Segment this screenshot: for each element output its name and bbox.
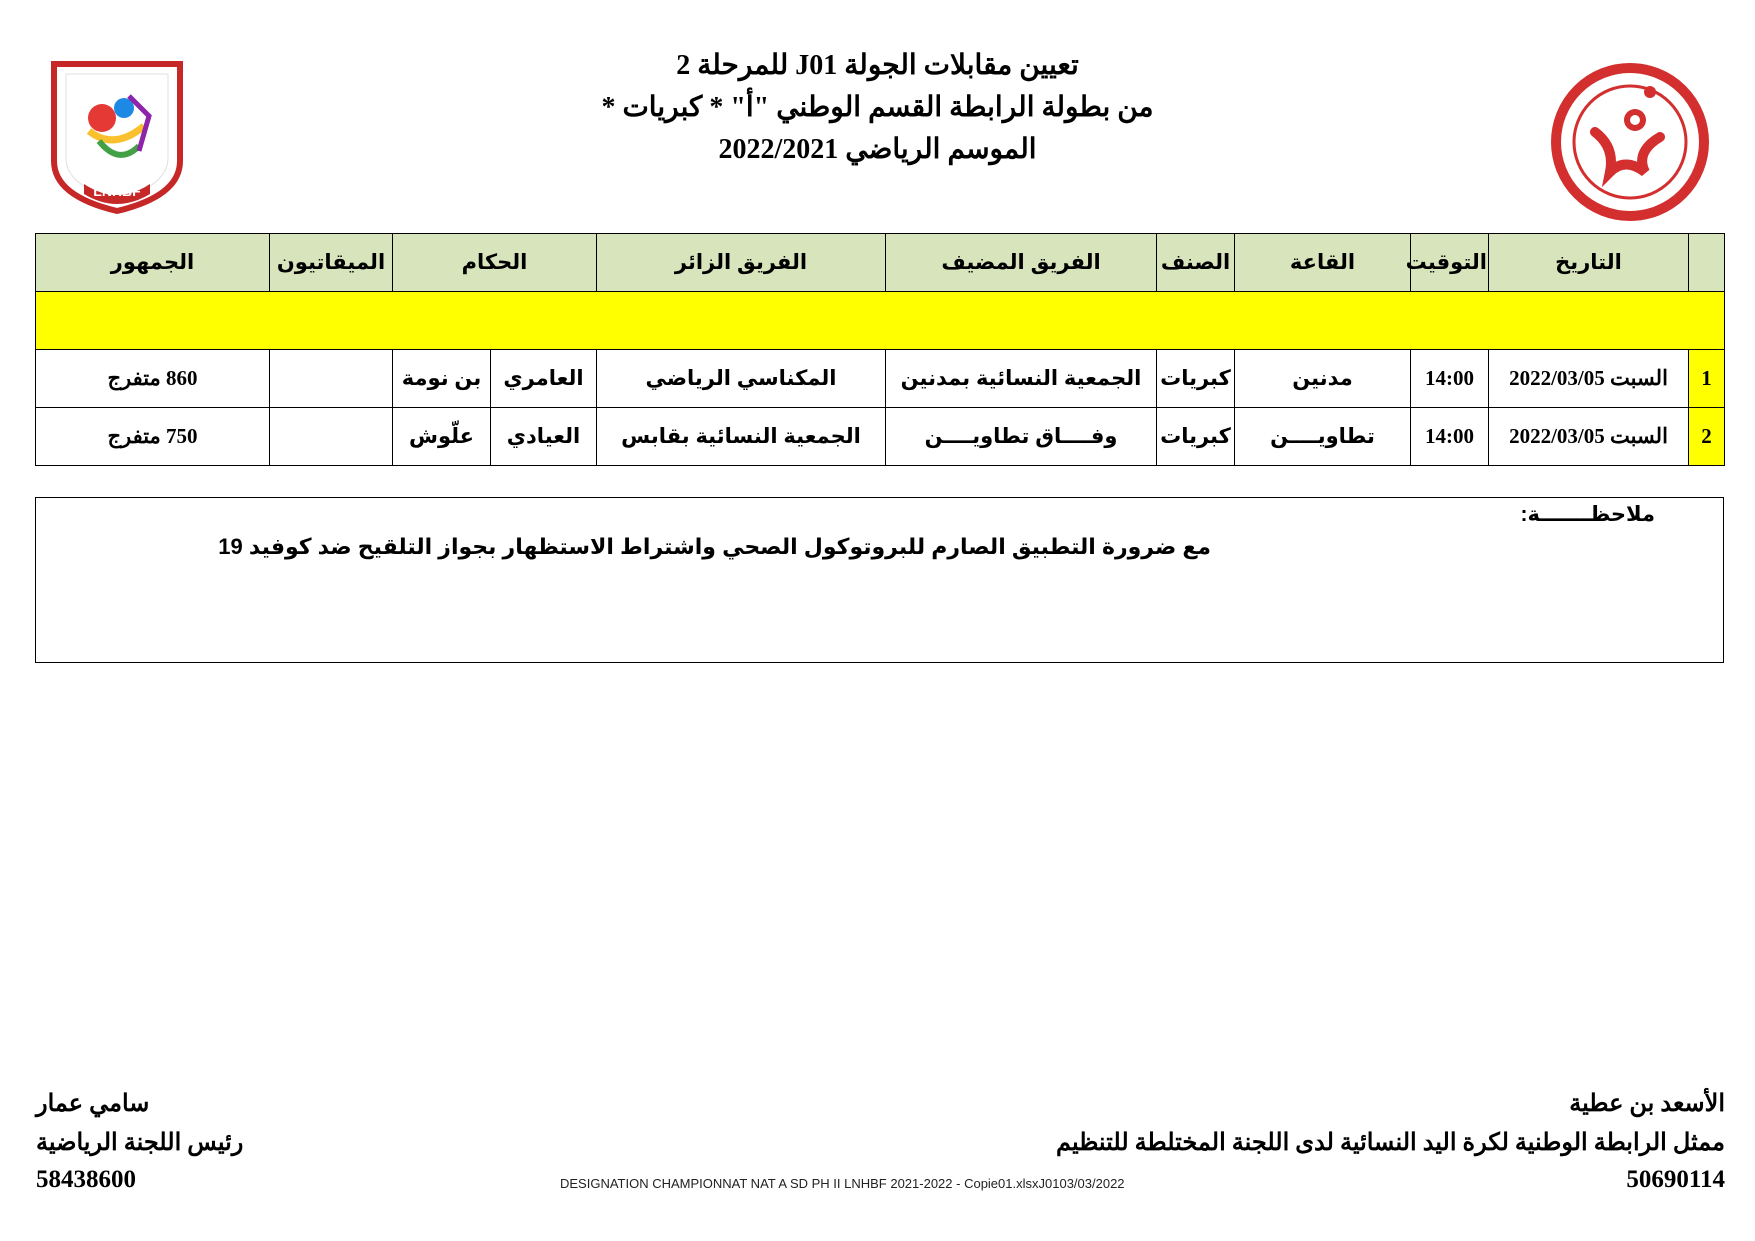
header-crowd: الجمهور	[36, 234, 270, 292]
signatory-right-phone: 50690114	[1626, 1166, 1725, 1193]
row-category: كبريات	[1157, 408, 1235, 466]
row-hall: مدنين	[1235, 350, 1411, 408]
row-away: الجمعية النسائية بقابس	[597, 408, 886, 466]
signatory-left-role: رئيس اللجنة الرياضية	[36, 1130, 244, 1156]
header-time: التوقيت	[1411, 234, 1489, 292]
header-away: الفريق الزائر	[597, 234, 886, 292]
header-home: الفريق المضيف	[886, 234, 1157, 292]
row-away: المكناسي الرياضي	[597, 350, 886, 408]
note-box	[35, 497, 1724, 663]
row-date: السبت 2022/03/05	[1489, 408, 1689, 466]
header-category: الصنف	[1157, 234, 1235, 292]
signatory-left-name: سامي عمار	[36, 1091, 150, 1117]
row-home: الجمعية النسائية بمدنين	[886, 350, 1157, 408]
row-date: السبت 2022/03/05	[1489, 350, 1689, 408]
signatory-right-name: الأسعد بن عطية	[1569, 1091, 1725, 1117]
row-referee-1: العيادي	[491, 408, 597, 466]
row-time: 14:00	[1411, 350, 1489, 408]
footer-filename: DESIGNATION CHAMPIONNAT NAT A SD PH II LNHBF 2021-2022 - Copie01.xlsxJ0103/03/2022	[560, 1176, 1125, 1191]
lnhbf-logo	[44, 56, 190, 214]
row-num: 2	[1689, 408, 1725, 466]
table-row	[36, 408, 1725, 466]
row-home: وفــــاق تطاويــــن	[886, 408, 1157, 466]
highlight-spacer-row	[36, 292, 1725, 350]
table-row	[36, 350, 1725, 408]
signatory-right-role: ممثل الرابطة الوطنية لكرة اليد النسائية لدى اللجنة المختلطة للتنظيم	[1056, 1130, 1725, 1156]
row-category: كبريات	[1157, 350, 1235, 408]
lnhbf-logo-text: LNHBF	[93, 183, 141, 199]
row-referee-2: علّوش	[393, 408, 491, 466]
note-label: ملاحظـــــــة:	[1520, 503, 1655, 526]
row-referee-1: العامري	[491, 350, 597, 408]
row-time: 14:00	[1411, 408, 1489, 466]
table-header-row	[36, 234, 1725, 292]
title-line-2: من بطولة الرابطة القسم الوطني "أ" * كبريات *	[601, 92, 1154, 123]
header-num	[1689, 234, 1725, 292]
row-crowd: 860 متفرج	[36, 350, 270, 408]
schedule-table	[35, 233, 1725, 466]
fthb-logo	[1540, 62, 1720, 222]
title-season: الموسم الرياضي 2022/2021	[718, 134, 1037, 165]
signatory-left-phone: 58438600	[36, 1166, 136, 1193]
row-timekeepers	[270, 350, 393, 408]
header-timekeepers: الميقاتيون	[270, 234, 393, 292]
row-crowd: 750 متفرج	[36, 408, 270, 466]
header-date: التاريخ	[1489, 234, 1689, 292]
title-line-1: تعيين مقابلات الجولة J01 للمرحلة 2	[676, 50, 1079, 81]
row-hall: تطاويــــن	[1235, 408, 1411, 466]
row-num: 1	[1689, 350, 1725, 408]
header-hall: القاعة	[1235, 234, 1411, 292]
header-referees: الحكام	[393, 234, 597, 292]
row-referee-2: بن نومة	[393, 350, 491, 408]
row-timekeepers	[270, 408, 393, 466]
note-text: مع ضرورة التطبيق الصارم للبروتوكول الصحي واشتراط الاستظهار بجواز التلقيح ضد كوفيد 19	[218, 534, 1211, 559]
